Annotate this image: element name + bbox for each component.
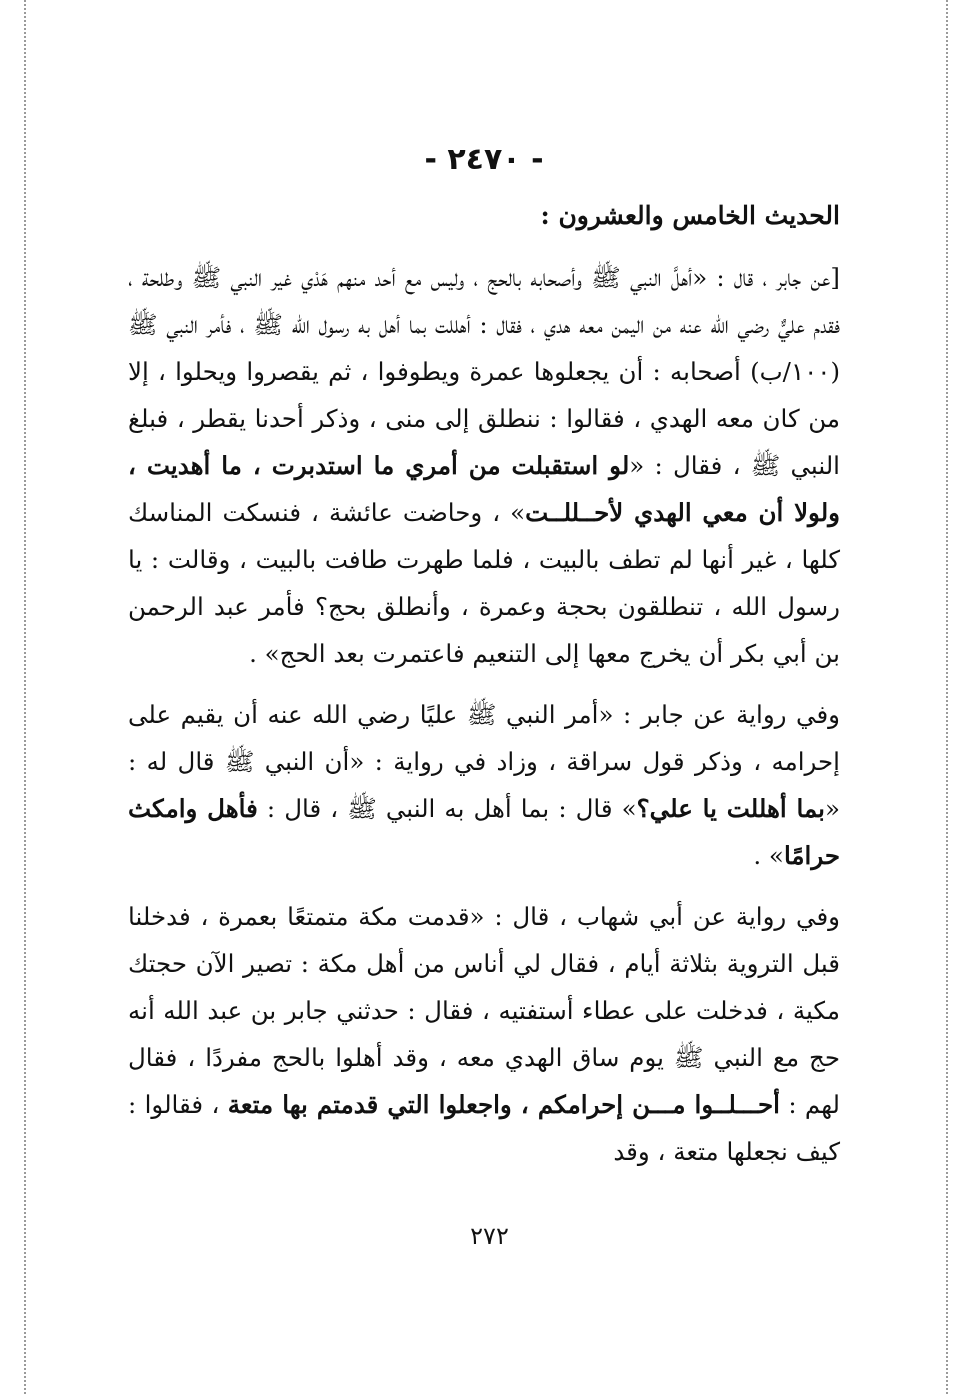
paragraph-3 xyxy=(128,893,840,1175)
paragraph-2 xyxy=(128,691,840,879)
text-segment: وفي رواية عن جابر : «أمر النبي ﷺ عليًا رضي الله عنه أن يقيم على إحرامه ، وذكر قول سراقة ، وزاد في رواية : «أن النبي ﷺ قال له : « xyxy=(128,700,840,823)
paragraph-1 xyxy=(128,254,840,677)
text-segment: [عن جابر ، قال : «أهلَّ النبي ﷺ وأصحابه بالحج ، وليس مع أحد منهم هَدْي غير النبي ﷺ وطلحة ، فقدم عليٌّ رضي الله عنه من اليمن معه هدي ، فقال : أهللت بما أهل به رسول الله ﷺ ، فأمر النبي ﷺ (١٠٠/ب) أصحابه : أن يجعلوها عمرة ويطوفوا ، ثم يقصروا ويحلوا ، إلا من كان معه الهدي ، فقالوا : ننطلق إلى منى ، وذكر أحدنا يقطر ، فبلغ النبي ﷺ ، فقال : « xyxy=(128,263,840,480)
text-segment: » قال : بما أهل به النبي ﷺ ، قال : xyxy=(257,794,637,823)
right-margin-dotted-line xyxy=(946,0,948,1394)
page-body xyxy=(128,140,840,1189)
bold-text-segment: أحـــلــوا مـــن إحرامكم ، واجعلوا التي قدمتم بها متعة xyxy=(227,1090,780,1119)
section-title: الحديث الخامس والعشرون : xyxy=(540,201,840,230)
text-segment: » . xyxy=(753,841,784,870)
bold-text-segment: فأهل وامكث حرامًا xyxy=(128,794,840,870)
text-segment: وفي رواية عن أبي شهاب ، قال : «قدمت مكة متمتعًا بعمرة ، فدخلنا قبل التروية بثلاثة أيام ، فقال لي أناس من أهل مكة : تصير الآن حجتك مكية ، فدخلت على عطاء أستفتيه ، فقال : حدثني جابر بن عبد الله أنه حج مع النبي ﷺ يوم ساق الهدي معه ، وقد أهلوا بالحج مفردًا ، فقال لهم : xyxy=(128,902,840,1119)
page-number: ٢٧٢ xyxy=(470,1222,509,1250)
hadith-number: - ٢٤٧٠ - xyxy=(424,142,544,177)
left-margin-dotted-line xyxy=(24,0,26,1394)
bold-text-segment: لو استقبلت من أمري ما استدبرت ، ما أهديت ، ولولا أن معي الهدي لأحــللــت xyxy=(128,451,841,527)
text-segment: ، فقالوا : كيف نجعلها متعة ، وقد xyxy=(128,1090,840,1166)
text-segment: » ، وحاضت عائشة ، فنسكت المناسك كلها ، غير أنها لم تطف بالبيت ، فلما طهرت طافت بالبيت ، وقالت : يا رسول الله ، تنطلقون بحجة وعمرة ، وأنطلق بحج؟ فأمر عبد الرحمن بن أبي بكر أن يخرج معها إلى التنعيم فاعتمرت بعد الحج» . xyxy=(128,498,840,668)
bold-text-segment: بما أهللت يا علي؟ xyxy=(636,794,825,823)
